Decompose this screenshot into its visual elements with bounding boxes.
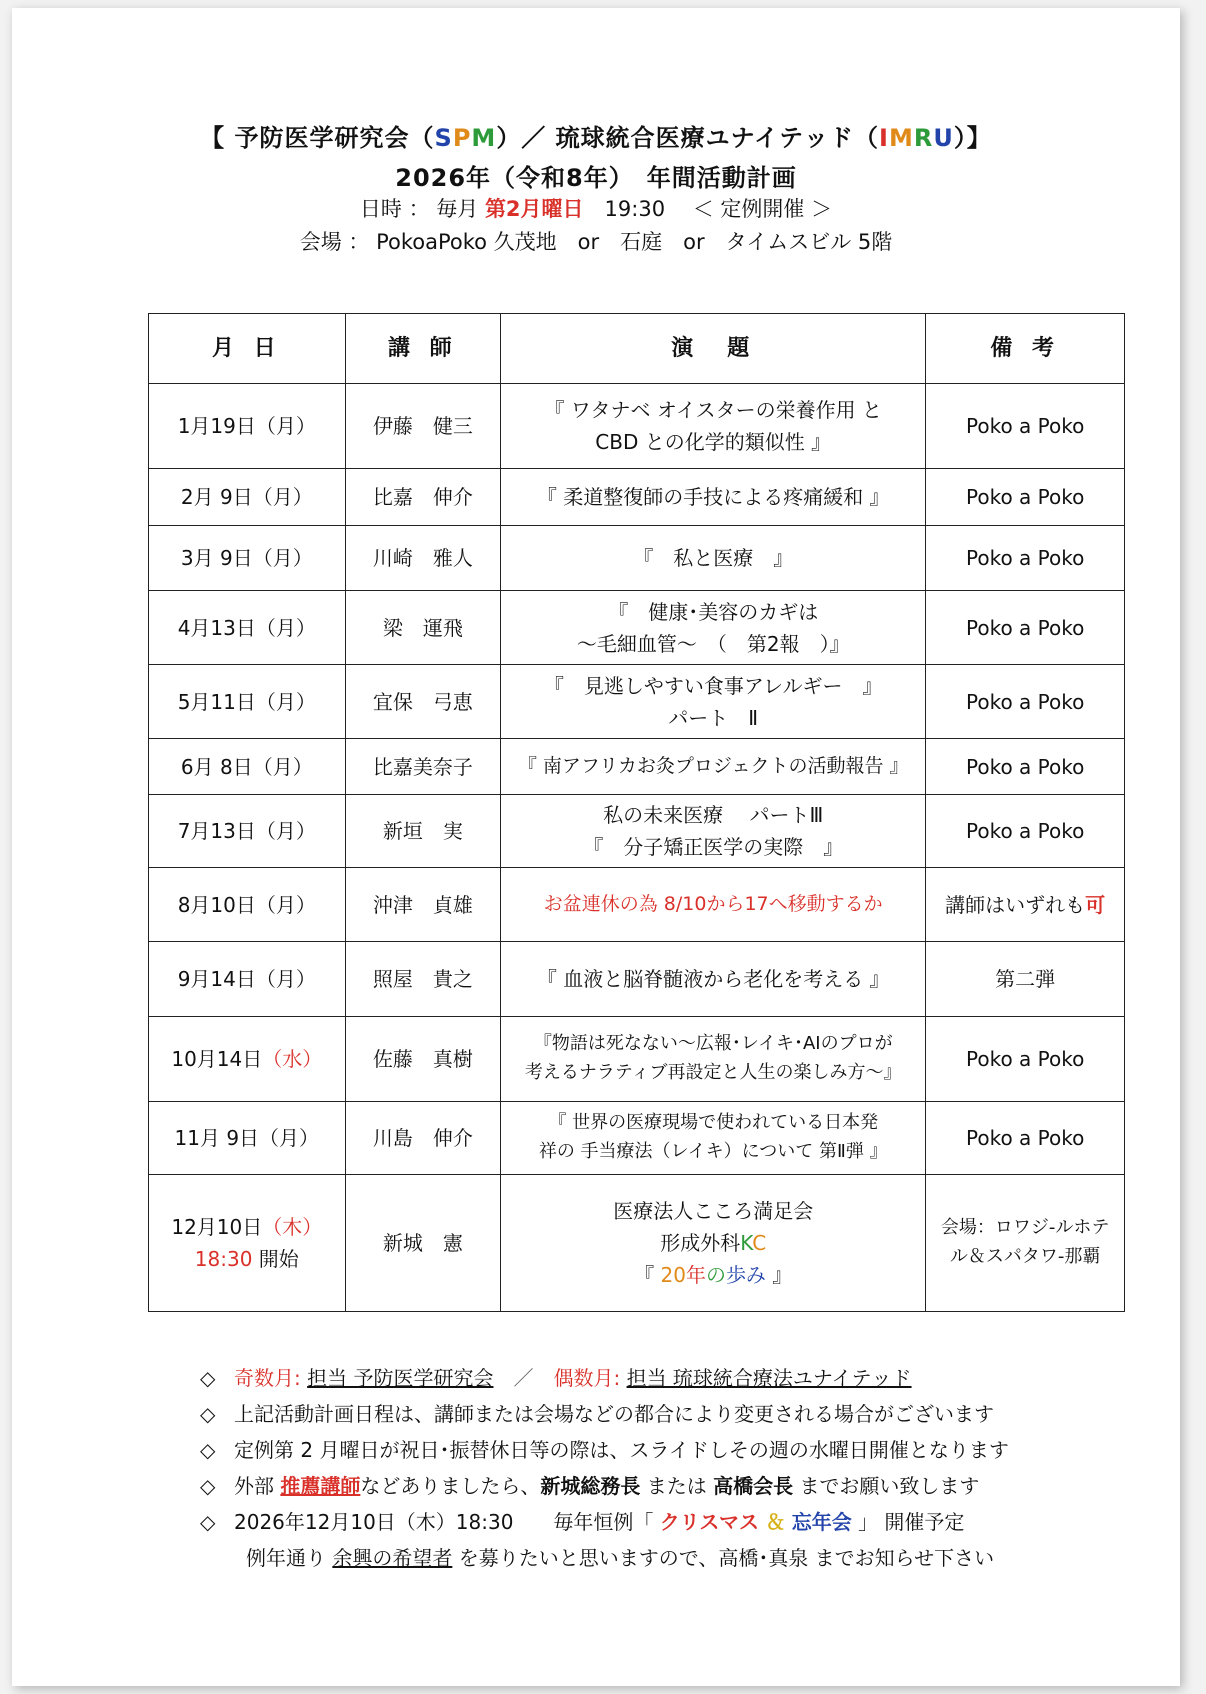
title-letter: R [913,124,934,152]
date-cell: 9月14日（月） [149,942,346,1017]
topic-cell: お盆連休の為 8/10から17へ移動するか [501,868,926,942]
table-row [149,1175,1125,1312]
column-header: 月 日 [149,314,346,384]
note-item: ◇ 奇数月: 担当 予防医学研究会 ／ 偶数月: 担当 琉球統合療法ユナイテッド [200,1360,1009,1396]
date-cell: 1月19日（月） [149,384,346,469]
diamond-icon: ◇ [200,1474,216,1498]
note-cell: Poko a Poko [926,1017,1125,1102]
topic-cell: 私の未来医療 パートⅢ 『 分子矯正医学の実際 』 [501,795,926,868]
topic-cell: 『 柔道整復師の手技による疼痛緩和 』 [501,469,926,526]
diamond-icon: ◇ [200,1438,216,1462]
note-item: ◇ 定例第 2 月曜日が祝日･振替休日等の際は、スライドしその週の水曜日開催となります [200,1432,1009,1468]
table-row [149,868,1125,942]
table-row [149,795,1125,868]
topic-cell: 『 世界の医療現場で使われている日本発 祥の 手当療法（レイキ）について 第Ⅱ弾 』 [501,1102,926,1175]
date-cell: 7月13日（月） [149,795,346,868]
schedule-venue: 会場 ： PokoaPoko 久茂地 or 石庭 or タイムスビル 5階 [299,230,893,254]
speaker-cell: 比嘉 伸介 [345,469,500,526]
page-subtitle: 2026年（令和8年） 年間活動計画 [395,164,797,192]
column-header: 講 師 [345,314,500,384]
schedule-table [148,313,1125,1312]
document-page [12,8,1180,1686]
note-cell: 会場：ロワジ-ルホテ ル＆スパタワ-那覇 [926,1175,1125,1312]
title-letter: U [933,124,954,152]
date-cell: 12月10日（木） 18:30 開始 [149,1175,346,1312]
topic-cell: 『 ワタナベ オイスターの栄養作用 と CBD との化学的類似性 』 [501,384,926,469]
note-cell: Poko a Poko [926,469,1125,526]
date-cell: 6月 8日（月） [149,739,346,795]
title-letter: I [879,124,889,152]
note-item: ◇ 2026年12月10日（木）18:30 毎年恒例「 クリスマス ＆ 忘年会 」 開催予定 [200,1504,1009,1540]
schedule-datetime: 日時 ： 毎月 第2月曜日 19:30 ＜ 定例開催 ＞ [359,197,833,221]
speaker-cell: 照屋 貴之 [345,942,500,1017]
note-cell: 第二弾 [926,942,1125,1017]
topic-cell: 『 私と医療 』 [501,526,926,591]
speaker-cell: 新城 憲 [345,1175,500,1312]
page-title: 【 予防医学研究会（SPM）／ 琉球統合医療ユナイテッド（IMRU）】 [200,124,992,152]
date-cell: 10月14日（水） [149,1017,346,1102]
note-cell: Poko a Poko [926,665,1125,739]
column-header: 備 考 [926,314,1125,384]
diamond-icon: ◇ [200,1366,216,1390]
table-row [149,1102,1125,1175]
speaker-cell: 佐藤 真樹 [345,1017,500,1102]
title-letter: M [888,124,914,152]
note-cell: Poko a Poko [926,1102,1125,1175]
speaker-cell: 川島 伸介 [345,1102,500,1175]
table-header-row [149,314,1125,384]
note-item: ◇ 外部 推薦講師などありましたら、新城総務長 または 高橋会長 までお願い致します [200,1468,1009,1504]
table-row [149,384,1125,469]
table-row [149,591,1125,665]
title-letter: S [434,124,453,152]
date-cell: 11月 9日（月） [149,1102,346,1175]
diamond-icon: ◇ [200,1402,216,1426]
column-header: 演 題 [501,314,926,384]
topic-cell: 医療法人こころ満足会 形成外科KC 『 20年の歩み 』 [501,1175,926,1312]
note-cell: Poko a Poko [926,739,1125,795]
table-row [149,469,1125,526]
note-item: 例年通り 余興の希望者 を募りたいと思いますので、高橋･真泉 までお知らせ下さい [246,1546,995,1570]
speaker-cell: 川崎 雅人 [345,526,500,591]
note-cell: Poko a Poko [926,795,1125,868]
note-cell: Poko a Poko [926,384,1125,469]
speaker-cell: 比嘉美奈子 [345,739,500,795]
title-letter: P [452,124,472,152]
note-cell: 講師はいずれも可 [926,868,1125,942]
table-row [149,1017,1125,1102]
speaker-cell: 梁 運飛 [345,591,500,665]
notes-list [200,1360,1009,1576]
speaker-cell: 新垣 実 [345,795,500,868]
date-cell: 5月11日（月） [149,665,346,739]
table-row [149,942,1125,1017]
title-letter: M [471,124,497,152]
date-cell: 2月 9日（月） [149,469,346,526]
topic-cell: 『 見逃しやすい食事アレルギー 』 パート Ⅱ [501,665,926,739]
speaker-cell: 沖津 貞雄 [345,868,500,942]
topic-cell: 『 南アフリカお灸プロジェクトの活動報告 』 [501,739,926,795]
note-cell: Poko a Poko [926,591,1125,665]
speaker-cell: 宜保 弓恵 [345,665,500,739]
date-cell: 3月 9日（月） [149,526,346,591]
topic-cell: 『物語は死なない～広報･レイキ･AIのプロが 考えるナラティブ再設定と人生の楽しみ方～』 [501,1017,926,1102]
table-row [149,665,1125,739]
date-cell: 8月10日（月） [149,868,346,942]
note-cell: Poko a Poko [926,526,1125,591]
note-item: ◇ 上記活動計画日程は、講師または会場などの都合により変更される場合がございます [200,1396,1009,1432]
topic-cell: 『 健康･美容のカギは ～毛細血管～ （ 第2報 ）』 [501,591,926,665]
topic-cell: 『 血液と脳脊髄液から老化を考える 』 [501,942,926,1017]
table-row [149,526,1125,591]
table-row [149,739,1125,795]
diamond-icon: ◇ [200,1510,216,1534]
date-cell: 4月13日（月） [149,591,346,665]
speaker-cell: 伊藤 健三 [345,384,500,469]
